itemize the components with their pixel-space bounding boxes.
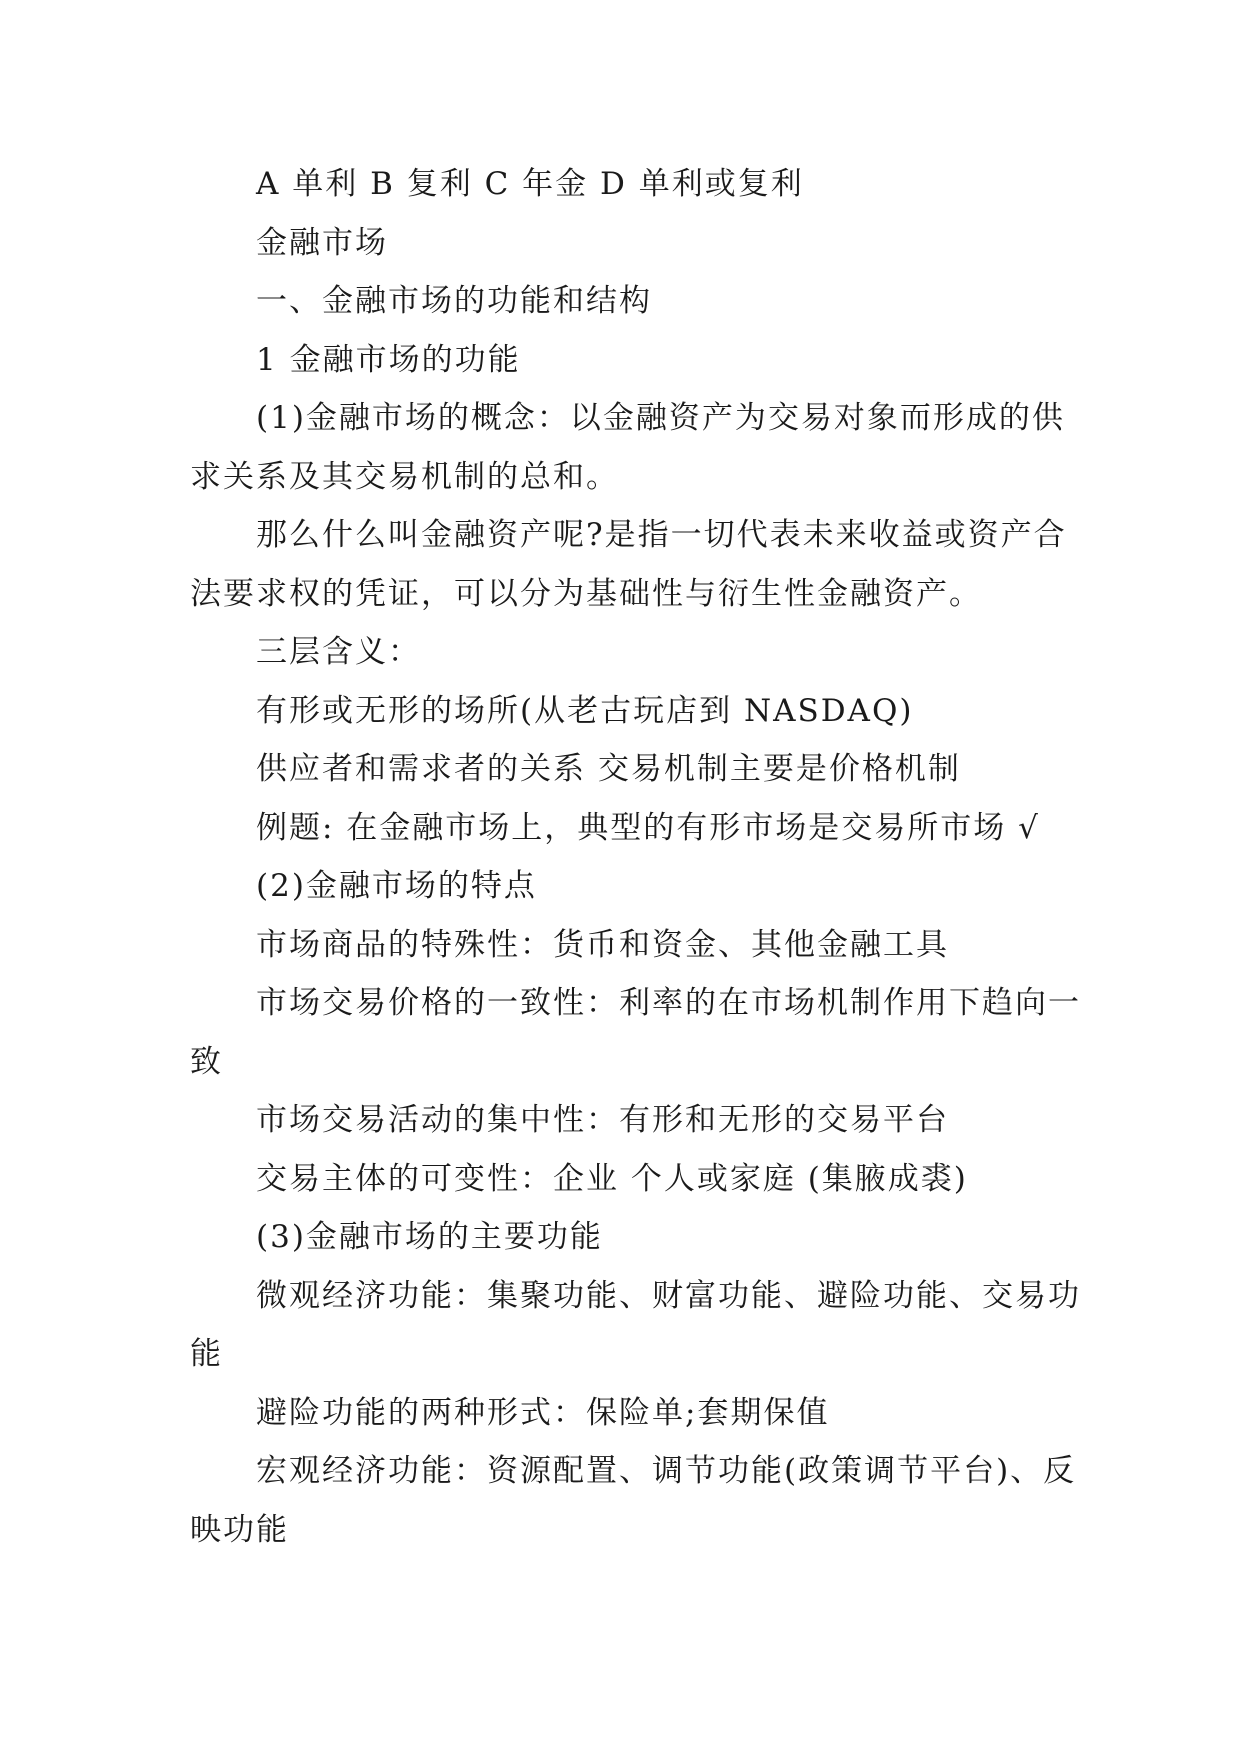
paragraph-financial-assets: 那么什么叫金融资产呢?是指一切代表未来收益或资产合法要求权的凭证，可以分为基础性与衍生性金融资产。 bbox=[190, 517, 1067, 612]
paragraph-example: 例题: 在金融市场上，典型的有形市场是交易所市场 √ bbox=[256, 809, 1040, 846]
paragraph-meaning-2: 供应者和需求者的关系 交易机制主要是价格机制 bbox=[256, 751, 961, 787]
paragraph-micro-functions: 微观经济功能：集聚功能、财富功能、避险功能、交易功能 bbox=[190, 1277, 1081, 1372]
paragraph-characteristic-2: 市场交易价格的一致性：利率的在市场机制作用下趋向一致 bbox=[190, 985, 1081, 1080]
paragraph-section-title: 金融市场 bbox=[256, 224, 388, 261]
paragraph-characteristics-heading: (2)金融市场的特点 bbox=[256, 868, 537, 904]
paragraph-meaning-1: 有形或无形的场所(从老古玩店到 NASDAQ) bbox=[256, 692, 914, 729]
paragraph-heading-1-1: 1 金融市场的功能 bbox=[256, 341, 521, 378]
document-body bbox=[190, 155, 1090, 1559]
paragraph-functions-heading: (3)金融市场的主要功能 bbox=[256, 1219, 603, 1255]
paragraph-characteristic-4: 交易主体的可变性：企业 个人或家庭 (集腋成裘) bbox=[256, 1160, 968, 1197]
paragraph-characteristic-3: 市场交易活动的集中性：有形和无形的交易平台 bbox=[256, 1102, 949, 1138]
paragraph-macro-functions: 宏观经济功能：资源配置、调节功能(政策调节平台)、反映功能 bbox=[190, 1453, 1077, 1548]
paragraph-three-meanings: 三层含义： bbox=[256, 634, 421, 670]
paragraph-hedging-forms: 避险功能的两种形式：保险单;套期保值 bbox=[256, 1394, 830, 1431]
paragraph-concept: (1)金融市场的概念：以金融资产为交易对象而形成的供求关系及其交易机制的总和。 bbox=[190, 400, 1065, 495]
paragraph-answer-options: A 单利 B 复利 C 年金 D 单利或复利 bbox=[256, 166, 804, 202]
paragraph-heading-1: 一、金融市场的功能和结构 bbox=[256, 283, 652, 319]
paragraph-characteristic-1: 市场商品的特殊性：货币和资金、其他金融工具 bbox=[256, 926, 949, 963]
